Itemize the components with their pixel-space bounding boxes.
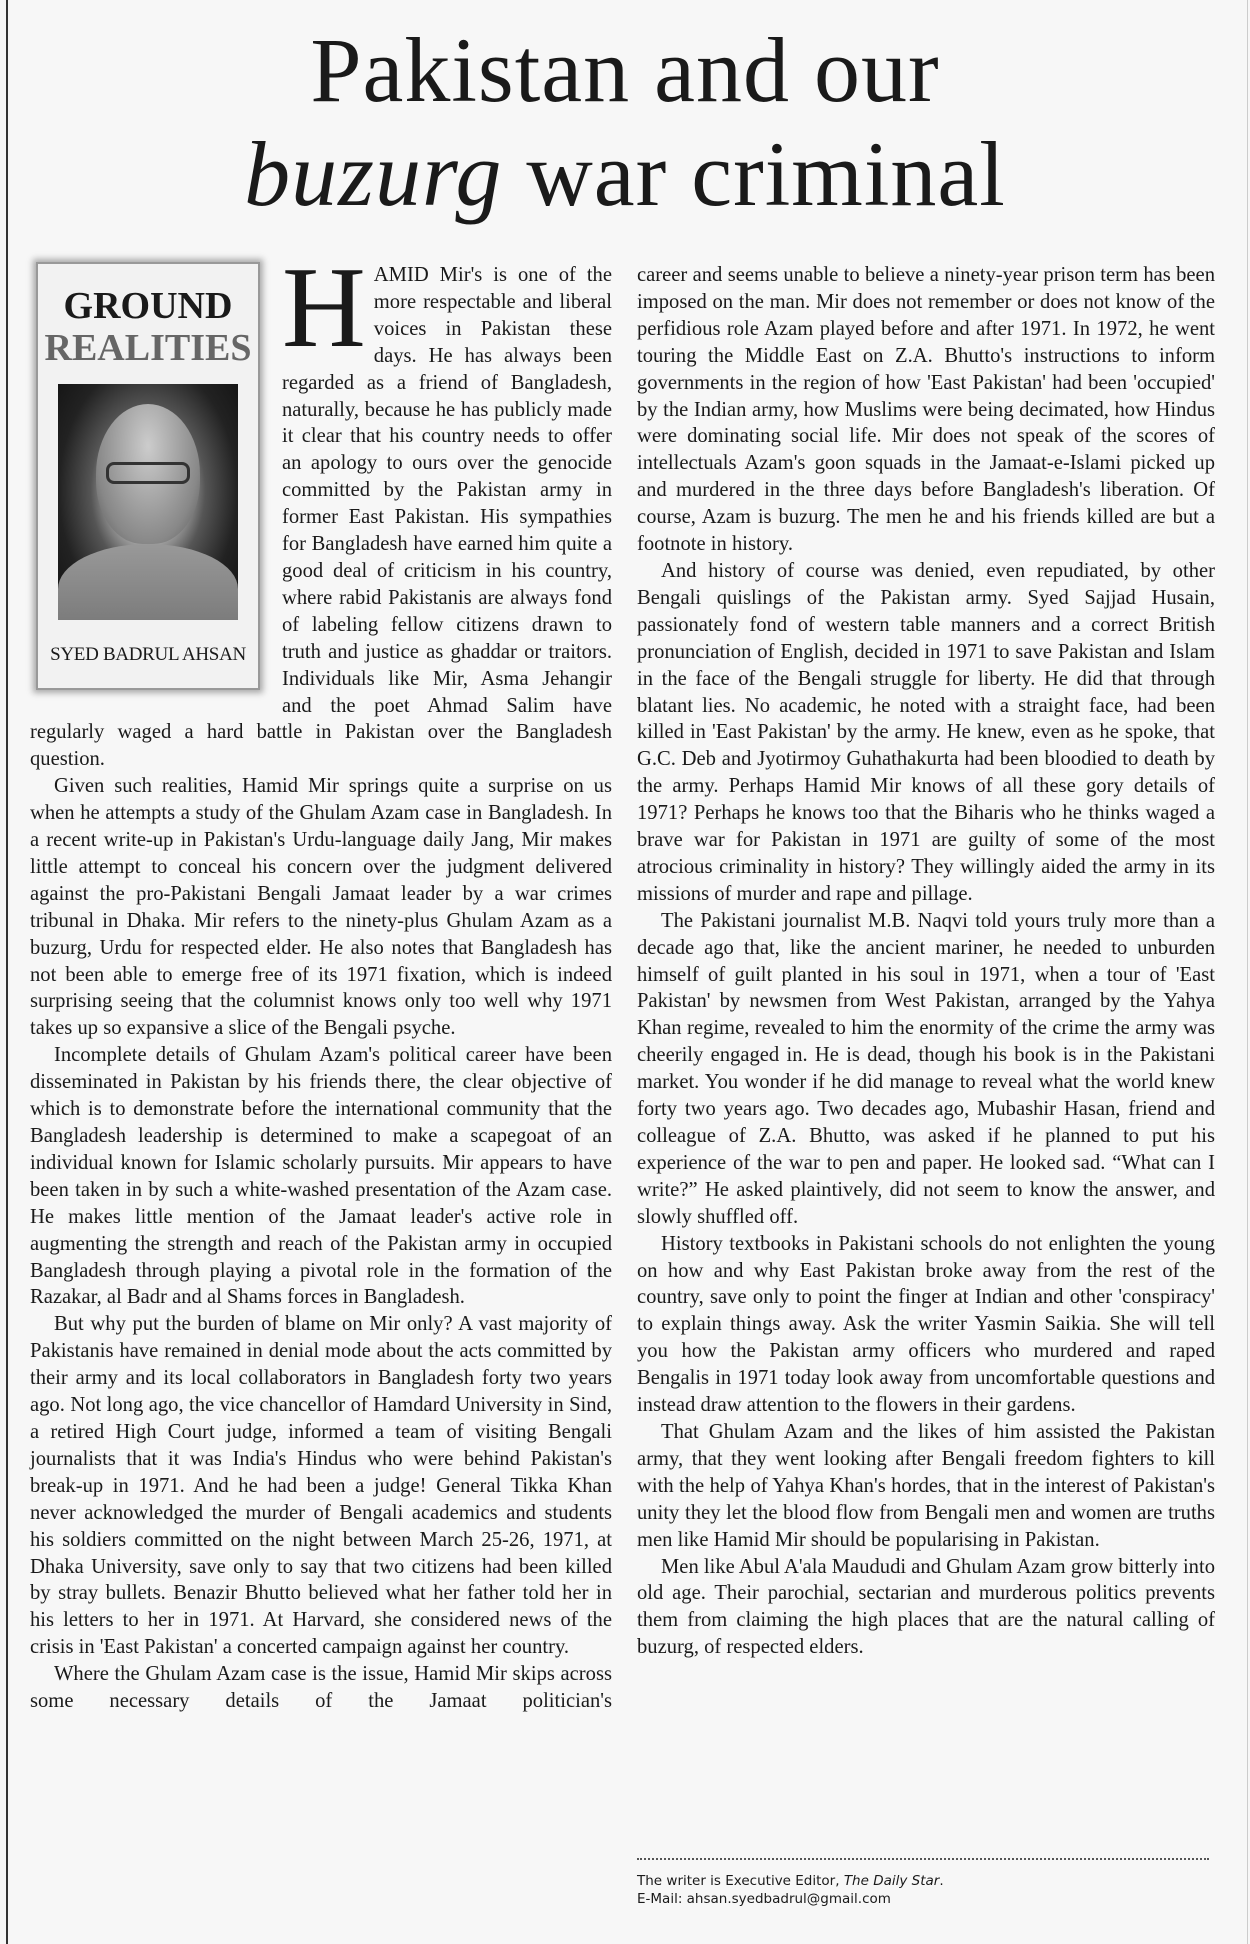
column-title-ground: GROUND	[63, 285, 233, 327]
paragraph: But why put the burden of blame on Mir only? A vast majority of Pakistanis have remained in denial mode about the acts committed by their army and its local collaborators in Bangladesh forty two years ago. Not long ago, the vice chancellor of Hamdard University in Sind, a retired High Court judge, informed a team of visiting Bengali journalists that it was India's Hindus who were behind Pakistan's break-up in 1971. And he had been a judge! General Tikka Khan never acknowledged the murder of Bengali academics and students his soldiers committed on the night between March 25-26, 1971, at Dhaka University, save only to say that two citizens had been killed by stray bullets. Benazir Bhutto believed what her father told her in his letters to her in 1971. At Harvard, she considered news of the crisis in 'East Pakistan' a concerted campaign against her country.	[30, 1313, 612, 1659]
author-email[interactable]: E-Mail: ahsan.syedbadrul@gmail.com	[637, 1891, 891, 1907]
paragraph: HAMID Mir's is one of the more respectable and liberal voices in Pakistan these days. He has always been regarded as a friend of Bangladesh, naturally, because he has publicly made it clear that his country needs to offer an apology to ours over the genocide committed by the Pakistan army in former East Pakistan. His sympathies for Bangladesh have earned him quite a good deal of criticism in his country, where rabid Pakistanis are always fond of labeling fellow citizens drawn to truth and justice as ghaddar or traitors. Individuals like Mir, Asma Jehangir and the poet Ahmad Salim have regularly waged a hard battle in Pakistan over the Bangladesh question.	[30, 244, 612, 771]
headline-italic-word: buzurg	[244, 123, 503, 225]
paragraph: Where the Ghulam Azam case is the issue, Hamid Mir skips across some necessary details of the Jamaat politician's	[30, 1663, 612, 1713]
dotted-divider	[637, 1858, 1209, 1860]
drop-cap: H	[282, 244, 366, 372]
headline-line-1: Pakistan and our	[310, 19, 940, 121]
writer-credit: The writer is Executive Editor, The Daily Star.	[637, 1873, 944, 1889]
column-logo-box	[36, 262, 260, 690]
paragraph: The Pakistani journalist M.B. Naqvi told yours truly more than a decade ago that, like the ancient mariner, he needed to unburden himself of guilt planted in his soul in 1971, when a tour of 'East Pakistan' by newsmen from West Pakistan, arranged by the Yahya Khan regime, revealed to him the enormity of the crime the army was cheerily engaged in. He is dead, though his book is in the Pakistani market. You wonder if he did manage to reveal what the world knew forty two years ago. Two decades ago, Mubashir Hasan, friend and colleague of Z.A. Bhutto, was asked if he planned to put his experience of the war to pen and paper. He looked sad. “What can I write?” He asked plaintively, did not seem to know the answer, and slowly shuffled off.	[637, 909, 1215, 1228]
left-border-rule	[6, 0, 8, 1944]
paragraph: Men like Abul A'ala Maududi and Ghulam Azam grow bitterly into old age. Their parochial, sectarian and murderous politics prevents them from claiming the high places that are the natural calling of buzurg, of respected elders.	[637, 1555, 1215, 1659]
paragraph: Given such realities, Hamid Mir springs quite a surprise on us when he attempts a study of the Ghulam Azam case in Bangladesh. In a recent write-up in Pakistan's Urdu-language daily Jang, Mir makes little attempt to conceal his concern over the judgment delivered against the pro-Pakistani Bengali Jamaat leader by a war crimes tribunal in Dhaka. Mir refers to the ninety-plus Ghulam Azam as a buzurg, Urdu for respected elder. He also notes that Bangladesh has not been able to emerge free of its 1971 fixation, which is indeed surprising seeing that the columnist knows only too well why 1971 takes up so expansive a slice of the Bengali psyche.	[30, 775, 612, 1040]
left-column	[30, 244, 612, 1715]
paragraph: Incomplete details of Ghulam Azam's political career have been disseminated in Pakistan by his friends there, the clear objective of which is to demonstrate before the international community that the Bangladesh leadership is determined to make a scapegoat of an individual known for Islamic scholarly pursuits. Mir appears to have been taken in by such a white-washed presentation of the Azam case. He makes little mention of the Jamaat leader's active role in augmenting the strength and reach of the Pakistan army in occupied Bangladesh through playing a pivotal role in the formation of the Razakar, al Badr and al Shams forces in Bangladesh.	[30, 1044, 612, 1309]
paragraph: And history of course was denied, even repudiated, by other Bengali quislings of the Pakistan army. Syed Sajjad Husain, passionately fond of western table manners and a correct British pronunciation of English, decided in 1971 to save Pakistan and Islam in the face of the Bengali struggle for liberty. He did that through blatant lies. No academic, he noted with a straight face, had been killed in 'East Pakistan' by the army. He knew, even as he spoke, that G.C. Deb and Jyotirmoy Guhathakurta had been bloodied to death by the army. Perhaps Hamid Mir knows of all these gory details of 1971? Perhaps he knows too that the Biharis who he thinks waged a brave war for Pakistan in 1971 are guilty of some of the most atrocious criminality in history? They willingly aided the army in its missions of murder and rape and pillage.	[637, 559, 1215, 905]
right-border-rule	[1247, 0, 1248, 1944]
publication-name: The Daily Star	[843, 1873, 940, 1889]
headline	[0, 18, 1250, 226]
paragraph: career and seems unable to believe a ninety-year prison term has been imposed on the man. Mir does not remember or does not know of the perfidious role Azam played before and after 1971. In 1972, he went touring the Middle East on Z.A. Bhutto's instructions to inform governments in the region of how 'East Pakistan' had been 'occupied' by the Indian army, how Muslims were being decimated, how Hindus were dominating social life. Mir does not speak of the scores of intellectuals Azam's goon squads in the Jamaat-e-Islami picked up and murdered in the three days before Bangladesh's liberation. Of course, Azam is buzurg. The men he and his friends killed are but a footnote in history.	[637, 264, 1215, 556]
author-photo	[58, 384, 238, 620]
paragraph: History textbooks in Pakistani schools do not enlighten the young on how and why East Pakistan broke away from the rest of the country, save only to point the finger at Indian and other 'conspiracy' to explain things away. Ask the writer Yasmin Saikia. She will tell you how the Pakistan army officers who murdered and raped Bengalis in 1971 today look away from uncomfortable questions and instead draw attention to the flowers in their gardens.	[637, 1232, 1215, 1417]
right-column	[637, 262, 1215, 1661]
author-name: SYED BADRUL AHSAN	[50, 644, 246, 665]
column-title-realities: REALITIES	[44, 327, 252, 369]
paragraph: That Ghulam Azam and the likes of him assisted the Pakistan army, that they went looking after Bengali freedom fighters to kill with the help of Yahya Khan's hordes, that in the interest of Pakistan's unity they let the blood flow from Bengali men and women are truths men like Hamid Mir should be popularising in Pakistan.	[637, 1420, 1215, 1551]
author-footer	[637, 1858, 1215, 1908]
headline-line-2: war criminal	[502, 123, 1006, 225]
